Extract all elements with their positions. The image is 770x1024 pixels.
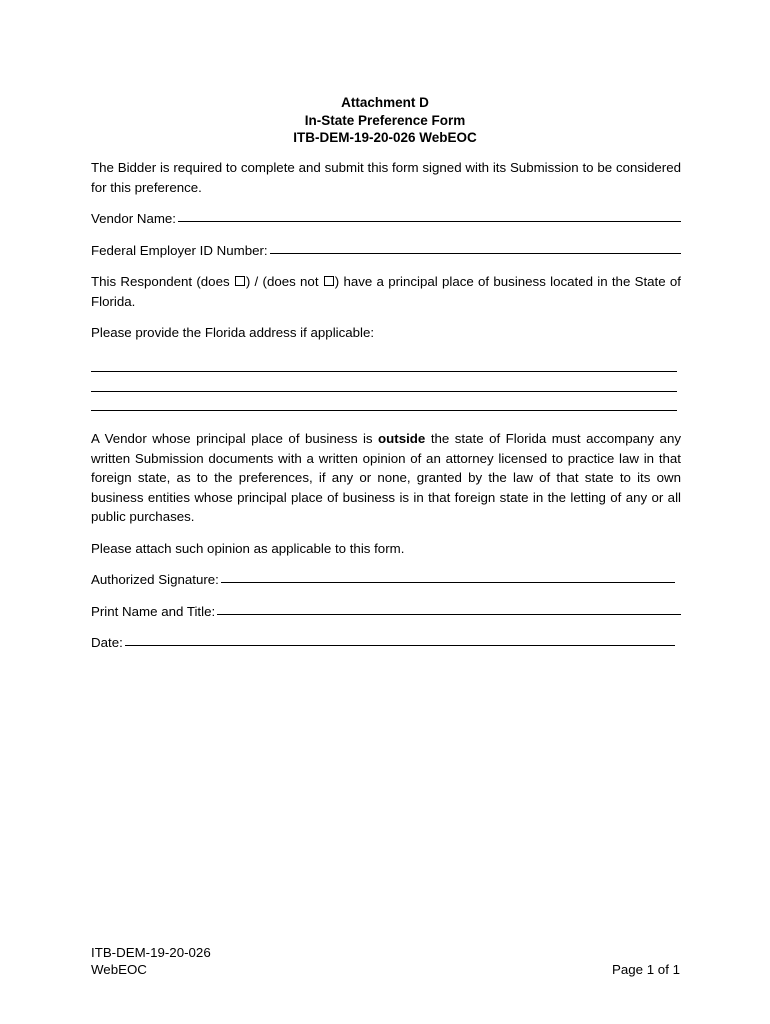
attach-note: Please attach such opinion as applicable to this form.: [91, 540, 405, 556]
date-label: Date:: [91, 635, 123, 650]
respondent-paragraph: [91, 272, 681, 311]
does-not-checkbox[interactable]: [324, 276, 334, 286]
print-name-input-line[interactable]: [217, 613, 681, 615]
title-itb-number: ITB-DEM-19-20-026 WebEOC: [293, 130, 477, 145]
vendor-name-label: Vendor Name:: [91, 211, 177, 226]
title-form-name: In-State Preference Form: [304, 112, 466, 128]
print-name-field: [91, 602, 681, 622]
page-number: Page 1 of 1: [611, 962, 680, 977]
footer-itb-number: ITB-DEM-19-20-026: [91, 945, 211, 960]
address-line-2[interactable]: [91, 372, 677, 392]
fein-input-line[interactable]: [270, 252, 681, 254]
outside-emphasis: outside: [378, 431, 426, 446]
fein-field: [91, 241, 681, 261]
does-checkbox[interactable]: [235, 276, 245, 286]
address-line-1[interactable]: [91, 353, 677, 373]
authorized-signature-label: Authorized Signature:: [91, 572, 219, 587]
date-input-line[interactable]: [125, 644, 675, 646]
respondent-text-3: ) have a principal place of business located in the State of Florida.: [91, 274, 681, 309]
outside-text-after: the state of Florida must accompany any written Submission documents with a written opinion of an attorney licensed to practice law in that foreign state, as to the preferences, if any or none, granted by the law of that state to its own business entities whose principal place of business is in that foreign state in the letting of any or all public purchases.: [91, 431, 681, 524]
outside-vendor-paragraph: [91, 429, 681, 527]
florida-address-lines: [91, 357, 681, 416]
address-line-3[interactable]: [91, 392, 677, 412]
date-field: [91, 633, 681, 653]
intro-paragraph: The Bidder is required to complete and submit this form signed with its Submission to be considered for this preference.: [91, 160, 681, 195]
address-prompt: Please provide the Florida address if applicable:: [91, 325, 375, 340]
authorized-signature-input-line[interactable]: [221, 581, 675, 583]
form-title: [0, 94, 770, 147]
authorized-signature-field: [91, 570, 681, 590]
footer-doc-id: [91, 944, 211, 978]
footer-system-name: WebEOC: [91, 962, 147, 977]
vendor-name-input-line[interactable]: [178, 220, 681, 222]
print-name-label: Print Name and Title:: [91, 603, 216, 619]
respondent-text-2: ) / (does not: [245, 274, 319, 289]
outside-text-before: A Vendor whose principal place of business is: [91, 431, 373, 446]
title-attachment: Attachment D: [341, 95, 429, 110]
form-body: [91, 158, 681, 665]
vendor-name-field: [91, 209, 681, 229]
fein-label: Federal Employer ID Number:: [91, 242, 268, 258]
respondent-text-1: This Respondent (does: [91, 274, 230, 289]
